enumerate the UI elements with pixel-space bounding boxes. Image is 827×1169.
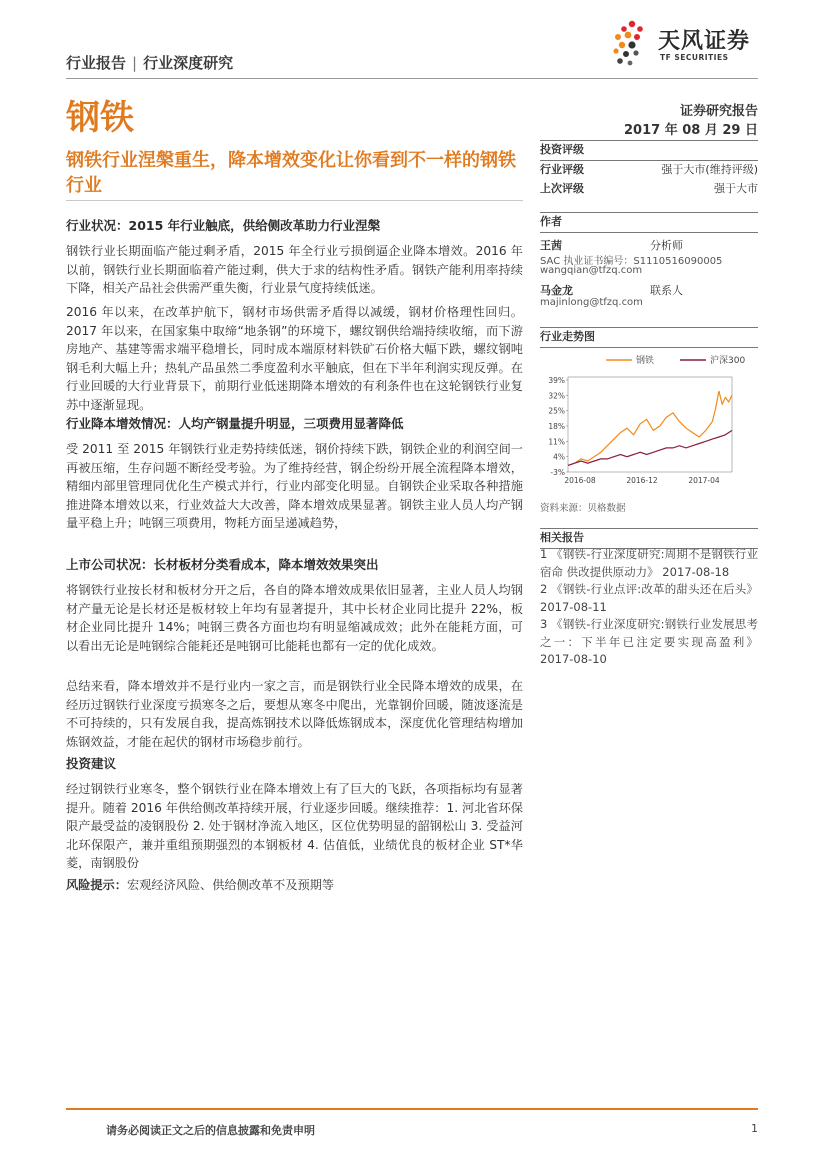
logo-name: 天风证券: [658, 29, 751, 54]
x-tick-label: 2016-12: [626, 476, 658, 485]
y-tick-label: -3%: [550, 468, 565, 477]
y-tick-label: 11%: [548, 437, 565, 447]
title-divider: [66, 200, 523, 201]
y-tick-label: 32%: [548, 391, 565, 401]
author-1: [540, 237, 758, 253]
header-divider: [66, 78, 758, 79]
report-kind: 证券研究报告: [679, 104, 758, 119]
prev-rating-value: 强于大市: [714, 182, 758, 195]
risk-text: 宏观经济风险、供给侧改革不及预期等: [126, 878, 335, 892]
header-separator: |: [132, 54, 138, 72]
related-reports-title: 相关报告: [540, 529, 758, 549]
paragraph: 钢铁行业长期面临产能过剩矛盾，2015 年全行业亏损倒逼企业降本增效。2016 年以前，钢铁行业长期面临着产能过剩，供大于求的结构性矛盾。钢铁产能利用率持续下降，相关产品社会供需严重失衡，行业景气度持续低迷。: [66, 244, 523, 296]
section-heading-industry-status: 行业状况：2015 年行业触底，供给侧改革助力行业涅槃: [66, 218, 381, 233]
author-2-name: 马金龙: [540, 284, 573, 297]
author-2-role: 联系人: [650, 284, 683, 297]
prev-rating-label: 上次评级: [540, 182, 584, 195]
author-1-role: 分析师: [650, 239, 683, 252]
x-tick-label: 2016-08: [564, 476, 596, 485]
author-2: [540, 282, 758, 298]
paragraph: 2016 年以来，在改革护航下，钢材市场供需矛盾得以减缓，钢材价格理性回归。2017 年以来，在国家集中取缔“地条钢”的环境下，螺纹钢供给端持续收缩，而下游房地产、基建等需求端平稳增长，同时成本端原材料铁矿石价格大幅下跌，螺纹钢吨钢毛利大幅上升；热轧产品虽然二季度盈利水平触底，但在下半年利润实现反弹。在行业回暖的大行业背景下，前期行业低迷期降本增效的有利条件也在这轮钢铁行业复苏中逐渐显现。: [66, 305, 523, 412]
risk-warning: [66, 876, 523, 895]
related-reports-list: [540, 546, 758, 669]
paragraph: 经过钢铁行业寒冬，整个钢铁行业在降本增效上有了巨大的飞跃，各项指标均有显著提升。随着 2016 年供给侧改革持续开展，行业逐步回暖。继续推荐：1. 河北省环保限产最受益的凌钢股份 2. 处于钢材净流入地区，区位优势明显的韶钢松山 3. 受益河北环保限产，兼并重组预期强烈的本钢板材 4. 估值低，业绩优良的板材企业 ST*华菱，南钢股份: [66, 782, 523, 871]
report-date: 2017 年 08 月 29 日: [624, 123, 758, 138]
report-title: 钢铁行业涅槃重生，降本增效变化让你看到不一样的钢铁行业: [66, 150, 516, 196]
paragraph: 受 2011 至 2015 年钢铁行业走势持续低迷，钢价持续下跌，钢铁企业的利润空间一再被压缩，生存问题不断经受考验。为了维持经营，钢企纷纷开展全流程降本增效，精细内部里管理同优化生产模式并行，行业内部变化明显。自钢铁企业采取各种措施推进降本增效以来，行业效益大大改善，降本增效成果显著。钢铁主业人员人均产钢量平稳上升；吨钢三项费用，物耗方面呈递减趋势，: [66, 442, 523, 531]
author-1-cert: SAC 执业证书编号：S1110516090005: [540, 256, 723, 267]
logo-english-name: TF SECURITIES: [660, 53, 729, 62]
paragraph: 总结来看，降本增效并不是行业内一家之言，而是钢铁行业全民降本增效的成果，在经历过钢铁行业深度亏损寒冬之后，要想从寒冬中爬出，光靠钢价回暖，随波逐流是不可持续的，只有发展自我，提高炼钢技术以降低炼钢成本，深度优化管理结构增加炼钢效益，才能在起伏的钢材市场稳步前行。: [66, 679, 523, 749]
previous-rating-row: [540, 180, 758, 196]
trend-chart-title: 行业走势图: [540, 328, 758, 348]
related-report-item[interactable]: 2 《钢铁-行业点评:改革的甜头还在后头》 2017-08-11: [540, 582, 758, 614]
legend-label: 沪深300: [710, 356, 746, 366]
logo-flower-icon: [608, 18, 658, 72]
authors-title: 作者: [540, 213, 758, 233]
rating-value: 强于大市(维持评级): [661, 163, 758, 176]
author-1-email[interactable]: wangqian@tfzq.com: [540, 265, 643, 276]
risk-label: 风险提示：: [66, 878, 127, 892]
report-type: 行业报告: [66, 54, 127, 72]
industry-rating-row: [540, 161, 758, 177]
section-heading-investment: 投资建议: [66, 756, 117, 771]
y-tick-label: 39%: [548, 376, 565, 385]
page-number: 1: [751, 1122, 758, 1135]
footer-divider: [66, 1108, 758, 1110]
series-line: [568, 391, 732, 465]
section-heading-cost-reduction: 行业降本增效情况：人均产钢量提升明显，三项费用显著降低: [66, 416, 404, 431]
section-heading-listed-companies: 上市公司状况：长材板材分类看成本，降本增效效果突出: [66, 557, 379, 572]
rating-title: 投资评级: [540, 141, 758, 161]
y-tick-label: 4%: [553, 452, 565, 462]
author-1-name: 王茜: [540, 239, 562, 252]
paragraph: 将钢铁行业按长材和板材分开之后，各自的降本增效成果依旧显著，主业人员人均钢材产量无论是长材还是板材较上年均有显著提升，其中长材企业同比提升 22%，板材企业同比提升 14%；吨钢三费各方面也均有明显缩减成效；此外在能耗方面，可以看出无论是吨钢综合能耗还是吨钢可比能耗也都有一定的优化成效。: [66, 583, 523, 653]
related-report-item[interactable]: 1 《钢铁-行业深度研究:周期不是钢铁行业宿命 供改提供原动力》 2017-08-18: [540, 547, 758, 579]
report-type-header: [66, 52, 233, 73]
industry-trend-chart: [540, 350, 758, 495]
series-line: [568, 430, 732, 465]
legend-label: 钢铁: [636, 356, 655, 366]
x-tick-label: 2017-04: [688, 476, 720, 485]
sector-title: 钢铁: [66, 98, 134, 138]
report-subtype: 行业深度研究: [143, 54, 234, 72]
y-tick-label: 18%: [548, 422, 565, 431]
rating-label: 行业评级: [540, 163, 584, 176]
related-report-item[interactable]: 3 《钢铁-行业深度研究:钢铁行业发展思考之一：下半年已注定要实现高盈利》 2017-08-10: [540, 617, 758, 666]
footer-disclaimer: 请务必阅读正文之后的信息披露和免责申明: [106, 1124, 315, 1137]
y-tick-label: 25%: [548, 406, 565, 416]
chart-source: 资料来源：贝格数据: [540, 503, 626, 514]
trend-chart-svg: [540, 350, 758, 495]
author-2-email[interactable]: majinlong@tfzq.com: [540, 297, 643, 308]
